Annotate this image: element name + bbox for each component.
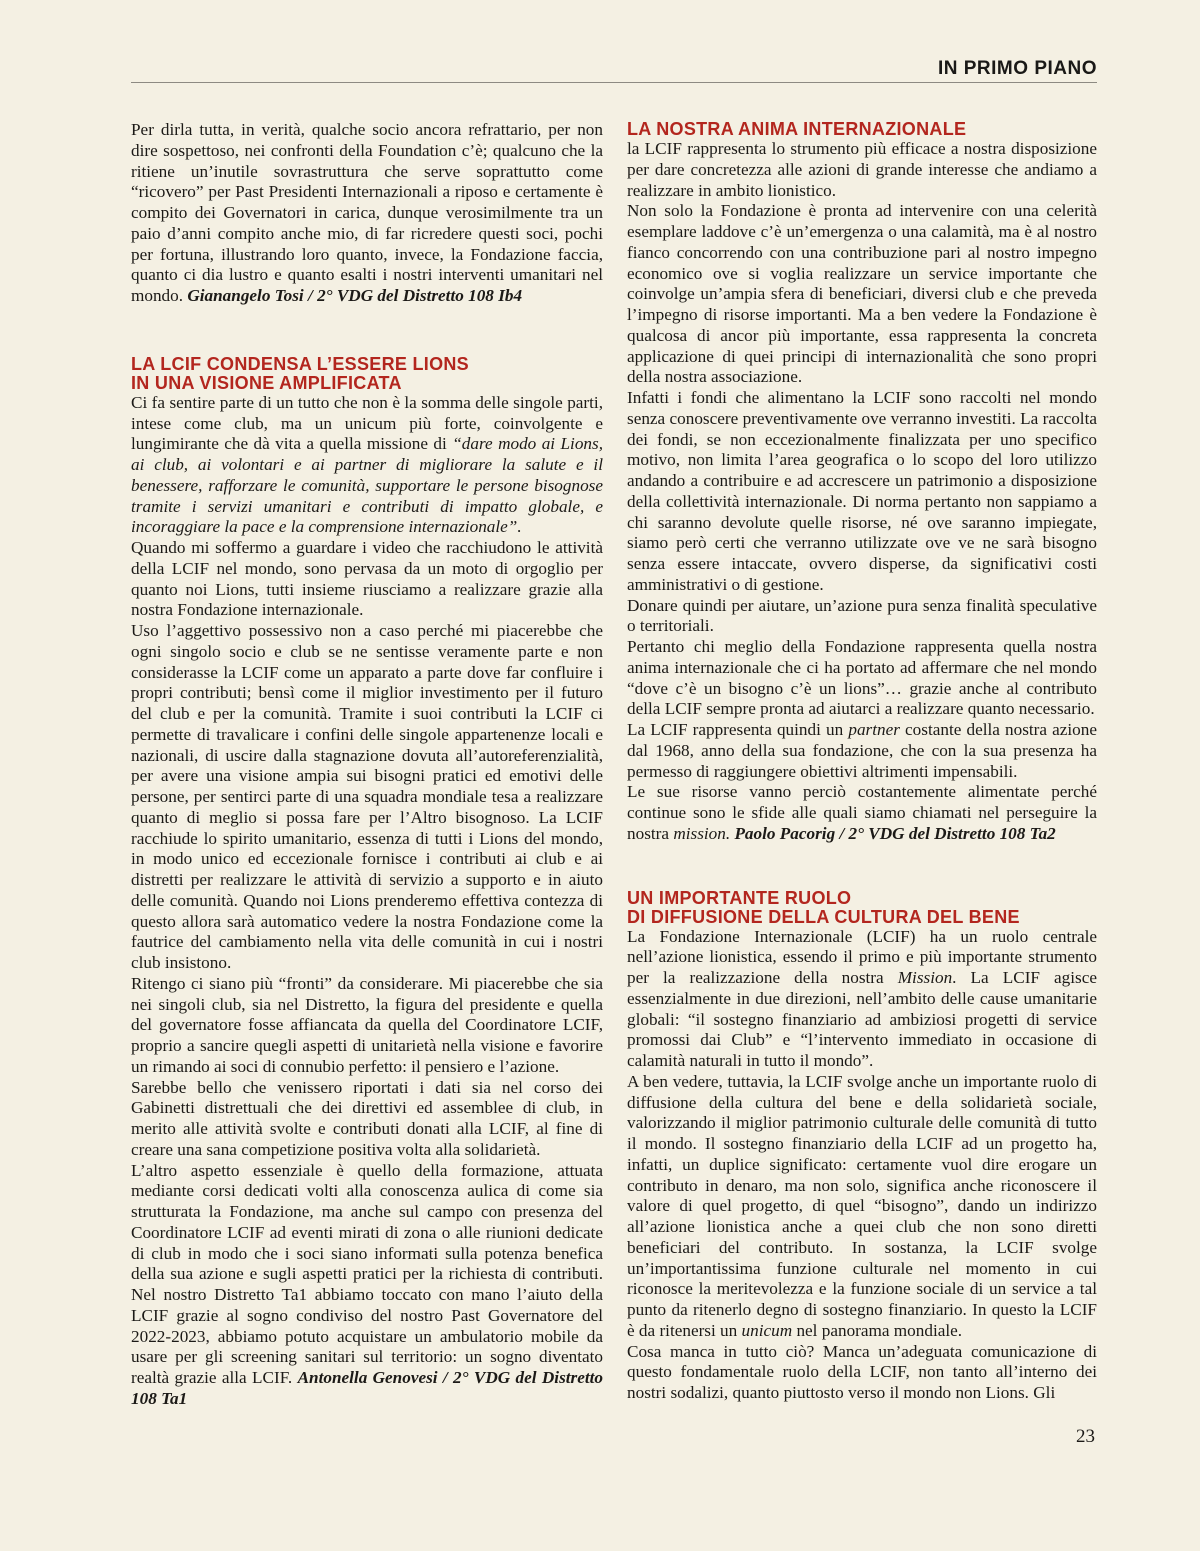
italic-term: partner <box>848 720 900 739</box>
article-paragraph <box>627 782 1097 844</box>
article-paragraph: Non solo la Fondazione è pronta ad intervenire con una celerità esemplare laddove c’è un’emergenza o una calamità, ma è al nostro fianco concorrendo con una contribuzione pari al nostro impegno economico ove si voglia realizzare un service importante che coinvolge un’ampia sfera di beneficiari, diversi club e che preveda l’impegno di risorse importanti. Ma a ben vedere la Fondazione è qualcosa di ancor più importante, essa rappresenta la concreta applicazione di quei principi di internazionalità che sono propri della nostra associazione. <box>627 201 1097 387</box>
paragraph-text: L’altro aspetto essenziale è quello della formazione, attuata mediante corsi dedicati volti alla conoscenza aulica di come sia strutturata la Fondazione, ma anche sul campo con presenza del Coordinatore LCIF ad eventi mirati di zona o alle riunioni dedicate di club in modo che i soci siano informati sulla potenza benefica della sua azione e sugli aspetti pratici per la richiesta di contributi. Nel nostro Distretto Ta1 abbiamo toccato con mano l’aiuto della LCIF grazie al sogno condiviso del nostro Past Governatore del 2022-2023, abbiamo potuto acquistare un ambulatorio mobile da usare per gli screening sanitari sul territorio: un sogno diventato realtà grazie alla LCIF. <box>131 1160 603 1387</box>
article-paragraph: Quando mi soffermo a guardare i video che racchiudono le attività della LCIF nel mondo, sono pervasa da un moto di orgoglio per quanto noi Lions, tutti insieme riusciamo a realizzare grazie alla nostra Fondazione internazionale. <box>131 538 603 620</box>
article-title: LA NOSTRA ANIMA INTERNAZIONALE <box>627 119 967 139</box>
italic-term: Mission <box>897 968 953 987</box>
article-paragraph <box>131 1161 603 1410</box>
signature: Gianangelo Tosi / 2° VDG del Distretto 108 Ib4 <box>187 286 523 305</box>
article-paragraph: Cosa manca in tutto ciò? Manca un’adeguata comunicazione di questo fondamentale ruolo della LCIF, non tanto all’interno dei nostri sodalizi, quanto piuttosto verso il mondo non Lions. Gli <box>627 1341 1097 1402</box>
mission-quote: “dare modo ai Lions, ai club, ai volontari e ai partner di migliorare la salute e il benessere, rafforzare le comunità, supportare le persone bisognose tramite i servizi umanitari e contributi di impatto globale, e incoraggiare la pace e la comprensione internazionale”. <box>131 434 604 537</box>
article-paragraph: Infatti i fondi che alimentano la LCIF sono raccolti nel mondo senza conoscere preventivamente ove verranno investiti. La raccolta dei fondi, se non eccezionalmente finalizzata per uno specifico motivo, non limita l’area geografica o lo scopo del loro utilizzo andando a contribuire e ad accrescere un patrimonio a disposizione della collettività internazionale. Di norma pertanto non sappiamo a chi saranno devolute quelle risorse, né ove saranno impiegate, siamo però certi che verranno utilizzate ove ve ne sarà bisogno senza essere intaccate, ovvero disperse, da significativi costi amministrativi o di gestione. <box>627 388 1097 594</box>
article-paragraph <box>627 927 1097 1072</box>
article-paragraph <box>627 1072 1097 1342</box>
title-line: UN IMPORTANTE RUOLO <box>627 887 852 908</box>
paragraph-text: La LCIF rappresenta quindi un <box>627 720 849 739</box>
article-paragraph <box>131 393 603 538</box>
title-line: IN UNA VISIONE AMPLIFICATA <box>131 372 402 393</box>
signature: Paolo Pacorig / 2° VDG del Distretto 108 Ta2 <box>734 823 1056 843</box>
left-column <box>131 120 603 1410</box>
article-paragraph: Uso l’aggettivo possessivo non a caso perché mi piacerebbe che ogni singolo socio e club se ne sentisse veramente parte e non considerasse la LCIF come un apparato a parte dove far confluire i propri contributi; bensì come il miglior investimento per il futuro del club e per la comunità. Tramite i suoi contributi la LCIF ci permette di travalicare i confini delle singole appartenenze locali e nazionali, di uscire dalla stagnazione dovuta all’autoreferenzialità, per avere una visione ampia sui bisogni pratici ed emotivi delle persone, per sentirci parte di una squadra mondiale tesa a realizzare quanto di meglio si possa fare per l’Altro bisognoso. La LCIF racchiude lo spirito umanitario, essenza di tutti i Lions del mondo, in modo unico ed eccezionale fornisce i contributi ai club e ai distretti per realizzare le attività di servizio a supporto e in aiuto delle comunità. Quando noi Lions prenderemo effettiva contezza di questo allora sarà automatico vedere la nostra Fondazione come la fautrice del cambiamento nella vita delle comunità in cui i nostri club insistono. <box>131 621 603 972</box>
article-title <box>627 889 1097 927</box>
spacer <box>627 845 1097 889</box>
paragraph-text: La Fondazione Internazionale (LCIF) ha un ruolo centrale nell’azione lionistica, essendo il primo e più importante strumento per la realizzazione della nostra <box>627 926 1097 987</box>
spacer <box>131 307 603 355</box>
article-paragraph: Sarebbe bello che venissero riportati i dati sia nel corso dei Gabinetti distrettuali che dei direttivi ed assemblee di club, in merito alle attività svolte e contributi donati alla LCIF, al fine di creare una sana competizione positiva volta alla solidarietà. <box>131 1077 603 1159</box>
section-tag: IN PRIMO PIANO <box>937 58 1097 79</box>
page-header <box>131 56 1097 83</box>
paragraph-text: . La LCIF agisce essenzialmente in due direzioni, nell’ambito delle cause umanitarie globali: “il sostegno finanziario ad ambiziosi progetti di service promossi dai Club” e “l’intervento immediato in occasione di calamità naturali in tutto il mondo”. <box>627 968 1097 1070</box>
article-paragraph: Ritengo ci siano più “fronti” da considerare. Mi piacerebbe che sia nei singoli club, sia nel Distretto, la figura del presidente e quella del governatore fosse affiancata da quella del Coordinatore LCIF, proprio a sancire quegli aspetti di unitarietà nella visione e favorire un rimando ai soci di connubio perfetto: il pensiero e l’azione. <box>131 973 603 1076</box>
italic-term: mission. <box>673 823 731 843</box>
right-column <box>627 120 1097 1404</box>
intro-text: Per dirla tutta, in verità, qualche socio ancora refrattario, per non dire sospettoso, nei confronti della Foundation c’è; qualcuno che la ritiene un’inutile sovrastruttura che serve soprattutto come “ricovero” per Past Presidenti Internazionali a riposo e certamente è compito dei Governatori in carica, dunque verosimilmente tra un paio d’anni compito anche mio, di far ricredere questi soci, pochi per fortuna, illustrando loro quanto, invece, la Fondazione faccia, quanto ci dia lustro e quanto esalti i nostri interventi umanitari nel mondo. <box>131 120 603 305</box>
italic-term: unicum <box>741 1320 793 1340</box>
article-title <box>131 355 603 393</box>
signature: Antonella Genovesi / 2° VDG del Distretto 108 Ta1 <box>131 1368 603 1408</box>
title-line: DI DIFFUSIONE DELLA CULTURA DEL BENE <box>627 906 1020 927</box>
article-paragraph: la LCIF rappresenta lo strumento più efficace a nostra disposizione per dare concretezza alle azioni di grande interesse che andiamo a realizzare in ambito lionistico. <box>627 139 1097 200</box>
article-paragraph <box>627 720 1097 782</box>
title-line: LA LCIF CONDENSA L’ESSERE LIONS <box>131 353 469 374</box>
paragraph-text: nel panorama mondiale. <box>792 1320 963 1340</box>
paragraph-text: A ben vedere, tuttavia, la LCIF svolge anche un importante ruolo di diffusione della cultura del bene e della solidarietà sociale, valorizzando il miglior patrimonio culturale delle comunità di tutto il mondo. Il sostegno finanziario della LCIF ad un progetto ha, infatti, un duplice significato: certamente vuol dire erogare un contributo in denaro, ma non solo, significa anche riconoscere il valore di quel progetto, di quel “bisogno”, dando un indirizzo all’azione lionistica anche a quei club che non sono diretti beneficiari del contributo. In sostanza, la LCIF svolge un’importantissima funzione culturale nel momento in cui riconosce la meritevolezza e la funzione sociale di un service a tal punto da ritenerlo degno di sostegno finanziario. In questo la LCIF è da ritenersi un <box>627 1071 1097 1340</box>
paragraph-text: Ci fa sentire parte di un tutto che non è la somma delle singole parti, intese come club, ma un unicum più forte, coinvolgente e lungimirante che dà vita a quella missione di <box>131 392 603 454</box>
page-number: 23 <box>1076 1426 1095 1447</box>
article-paragraph: Donare quindi per aiutare, un’azione pura senza finalità speculative o territoriali. <box>627 595 1097 636</box>
intro-paragraph <box>131 120 603 307</box>
paragraph-text: costante della nostra azione dal 1968, anno della sua fondazione, che con la sua presenza ha permesso di raggiungere obiettivi altrimenti impensabili. <box>627 720 1097 781</box>
paragraph-text: Le sue risorse vanno perciò costantemente alimentate perché continue sono le sfide alle quali siamo chiamati nel perseguire la nostra <box>627 782 1097 843</box>
article-paragraph: Pertanto chi meglio della Fondazione rappresenta quella nostra anima internazionale che ci ha portato ad affermare che nel mondo “dove c’è un bisogno c’è un lions”… grazie anche al contributo della LCIF sempre pronta ad aiutarci a realizzare quanto necessario. <box>627 637 1097 719</box>
